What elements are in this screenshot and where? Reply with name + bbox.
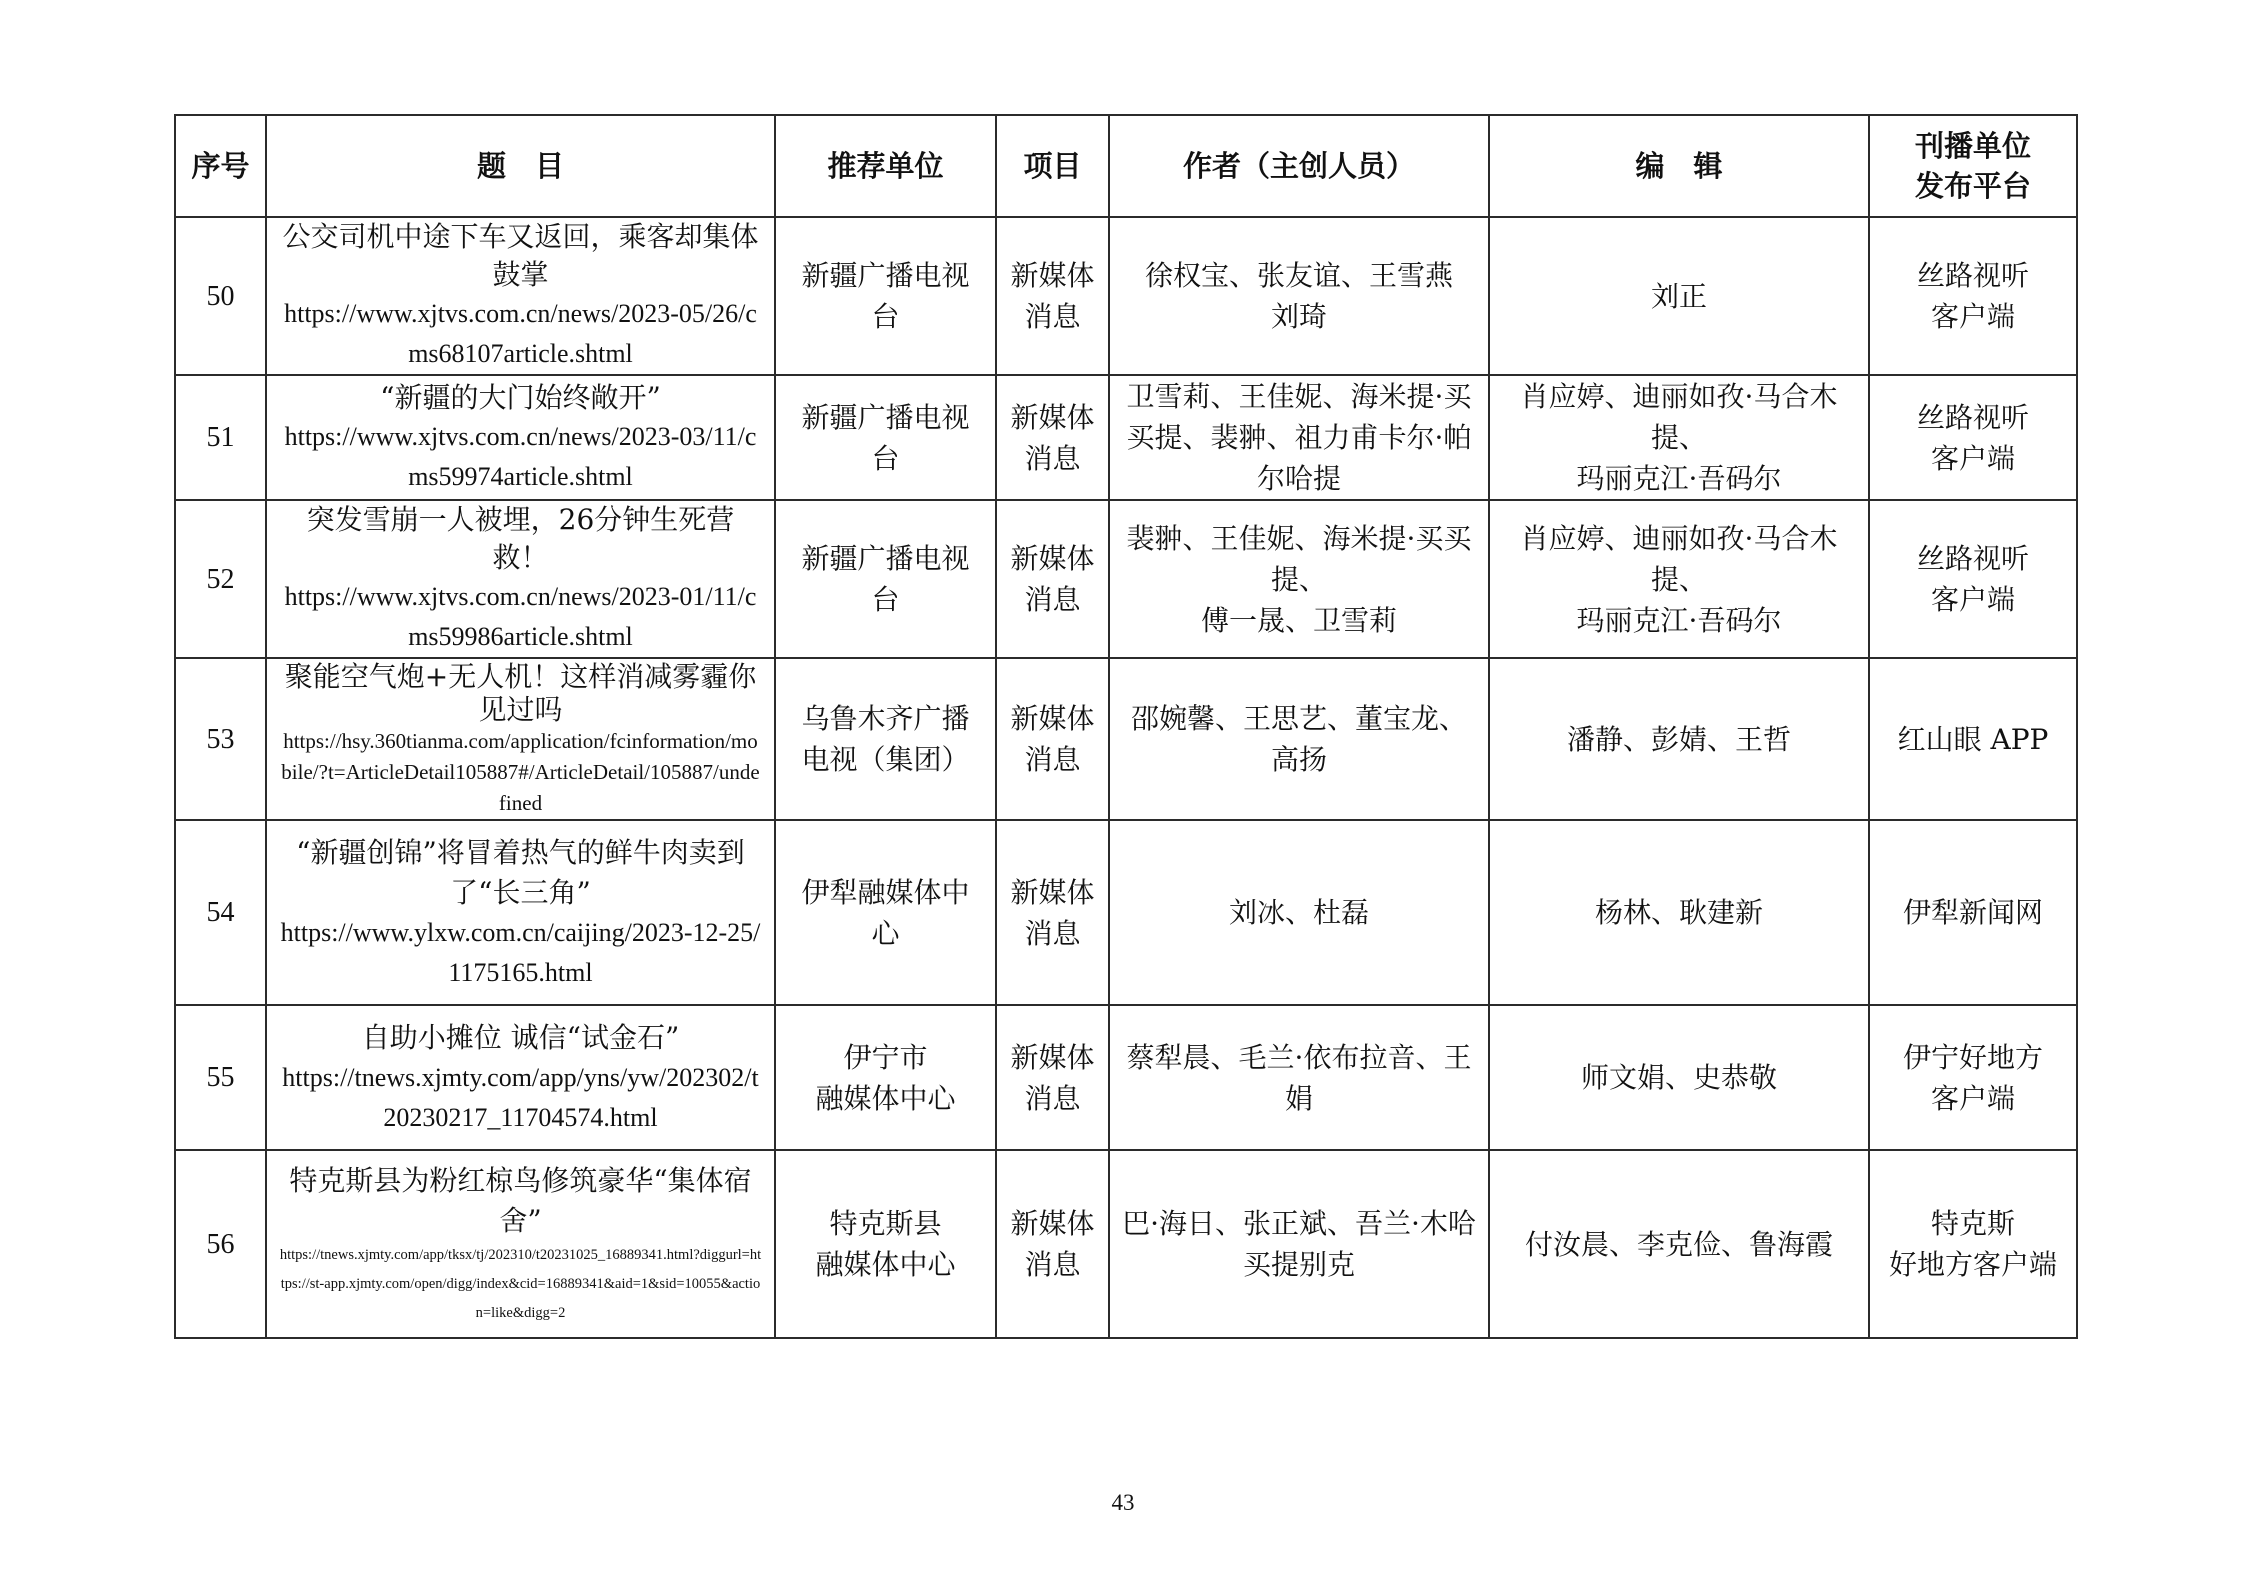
row-unit-line: 新疆广播电视台 bbox=[801, 259, 970, 333]
row-title-cell bbox=[266, 1005, 775, 1150]
table-row bbox=[175, 217, 2077, 375]
award-table bbox=[174, 114, 2078, 1339]
row-project-line: 消息 bbox=[1024, 583, 1081, 616]
header-platform bbox=[1869, 115, 2077, 217]
header-unit: 推荐单位 bbox=[775, 115, 996, 217]
row-project-line: 消息 bbox=[1024, 300, 1081, 333]
row-author-line: 裴翀、王佳妮、海米提·买买提、 bbox=[1126, 521, 1472, 596]
row-number: 54 bbox=[175, 820, 266, 1005]
row-platform-line: 客户端 bbox=[1930, 583, 2015, 616]
row-editor bbox=[1489, 1005, 1869, 1150]
row-author bbox=[1109, 658, 1489, 820]
row-platform bbox=[1869, 375, 2077, 500]
row-unit-line: 新疆广播电视台 bbox=[801, 542, 970, 616]
row-editor bbox=[1489, 500, 1869, 658]
row-number: 55 bbox=[175, 1005, 266, 1150]
row-platform-line: 丝路视听 bbox=[1916, 542, 2029, 575]
row-title: 突发雪崩一人被埋，26分钟生死营救！ bbox=[306, 503, 735, 574]
row-unit bbox=[775, 375, 996, 500]
row-unit bbox=[775, 820, 996, 1005]
header-editor: 编 辑 bbox=[1489, 115, 1869, 217]
header-row bbox=[175, 115, 2077, 217]
row-unit bbox=[775, 217, 996, 375]
row-title: 特克斯县为粉红椋鸟修筑豪华“集体宿舍” bbox=[289, 1163, 752, 1237]
row-platform-line: 客户端 bbox=[1930, 1081, 2015, 1115]
row-project bbox=[996, 500, 1109, 658]
row-project-line: 消息 bbox=[1024, 743, 1081, 776]
row-number: 53 bbox=[175, 658, 266, 820]
row-author-line: 刘冰、杜磊 bbox=[1228, 896, 1369, 929]
row-unit-line: 特克斯县 bbox=[829, 1207, 942, 1240]
row-title: “新疆的大门始终敞开” bbox=[380, 380, 661, 414]
row-project bbox=[996, 1005, 1109, 1150]
row-unit-line: 融媒体中心 bbox=[815, 1081, 956, 1115]
row-editor-line: 肖应婷、迪丽如孜·马合木提、 bbox=[1520, 380, 1838, 454]
header-platform-line-2: 发布平台 bbox=[1914, 169, 2031, 203]
row-project-line: 新媒体 bbox=[1010, 702, 1095, 735]
row-unit bbox=[775, 658, 996, 820]
row-platform-line: 好地方客户端 bbox=[1888, 1248, 2057, 1281]
row-project-line: 消息 bbox=[1024, 1081, 1081, 1115]
row-title-cell bbox=[266, 820, 775, 1005]
row-editor bbox=[1489, 1150, 1869, 1338]
row-unit bbox=[775, 1005, 996, 1150]
row-number: 56 bbox=[175, 1150, 266, 1338]
row-editor-line: 刘正 bbox=[1650, 279, 1707, 313]
row-number: 52 bbox=[175, 500, 266, 658]
row-number: 51 bbox=[175, 375, 266, 500]
header-author: 作者（主创人员） bbox=[1109, 115, 1489, 217]
row-platform bbox=[1869, 1005, 2077, 1150]
row-number: 50 bbox=[175, 217, 266, 375]
row-unit bbox=[775, 1150, 996, 1338]
row-platform bbox=[1869, 820, 2077, 1005]
page-number: 43 bbox=[1111, 1490, 1135, 1515]
row-editor-line: 潘静、彭婧、王哲 bbox=[1566, 722, 1791, 756]
header-title: 题 目 bbox=[266, 115, 775, 217]
row-title-cell bbox=[266, 217, 775, 375]
row-platform-line: 伊犁新闻网 bbox=[1902, 896, 2043, 929]
row-project bbox=[996, 1150, 1109, 1338]
header-no: 序号 bbox=[175, 115, 266, 217]
row-editor bbox=[1489, 820, 1869, 1005]
row-url: https://tnews.xjmty.com/app/yns/yw/202302/t20230217_11704574.html bbox=[282, 1062, 759, 1132]
row-title-cell bbox=[266, 1150, 775, 1338]
row-author-line: 邵婉馨、王思艺、董宝龙、高扬 bbox=[1130, 702, 1467, 776]
row-author bbox=[1109, 1005, 1489, 1150]
row-platform-line: 伊宁好地方 bbox=[1902, 1040, 2043, 1074]
row-unit-line: 乌鲁木齐广播电视（集团） bbox=[801, 702, 970, 776]
row-author bbox=[1109, 217, 1489, 375]
row-unit-line: 新疆广播电视台 bbox=[801, 400, 970, 475]
row-platform-line: 丝路视听 bbox=[1916, 400, 2029, 434]
row-editor-line: 玛丽克江·吾码尔 bbox=[1576, 462, 1782, 495]
row-title: 自助小摊位 诚信“试金石” bbox=[361, 1020, 680, 1054]
row-url: https://tnews.xjmty.com/app/tksx/tj/202310/t20231025_16889341.html?diggurl=https://st-app.xjmty.com/open/digg/index&cid=16889341&aid=1&sid=10055&action=like&digg=2 bbox=[279, 1246, 762, 1321]
row-platform-line: 客户端 bbox=[1930, 300, 2015, 333]
row-unit-line: 伊犁融媒体中心 bbox=[801, 875, 970, 950]
row-editor bbox=[1489, 658, 1869, 820]
row-author-line: 刘琦 bbox=[1270, 300, 1327, 333]
row-url: https://www.xjtvs.com.cn/news/2023-01/11/cms59986article.shtml bbox=[284, 582, 757, 651]
row-editor bbox=[1489, 217, 1869, 375]
row-project bbox=[996, 375, 1109, 500]
row-project bbox=[996, 820, 1109, 1005]
row-platform-line: 丝路视听 bbox=[1916, 259, 2029, 292]
row-project bbox=[996, 658, 1109, 820]
row-author bbox=[1109, 375, 1489, 500]
row-project-line: 新媒体 bbox=[1010, 259, 1095, 292]
row-platform bbox=[1869, 500, 2077, 658]
table-row bbox=[175, 1005, 2077, 1150]
row-author-line: 巴·海日、张正斌、吾兰·木哈买提别克 bbox=[1122, 1207, 1476, 1281]
row-project-line: 新媒体 bbox=[1010, 400, 1095, 434]
table-row bbox=[175, 658, 2077, 820]
row-author-line: 徐权宝、张友谊、王雪燕 bbox=[1144, 259, 1453, 292]
row-url: https://www.ylxw.com.cn/caijing/2023-12-25/1175165.html bbox=[280, 917, 761, 987]
row-title-cell bbox=[266, 500, 775, 658]
row-author bbox=[1109, 1150, 1489, 1338]
table-row bbox=[175, 820, 2077, 1005]
row-project-line: 新媒体 bbox=[1010, 542, 1095, 575]
row-editor-line: 肖应婷、迪丽如孜·马合木提、 bbox=[1520, 521, 1838, 596]
header-project: 项目 bbox=[996, 115, 1109, 217]
row-editor-line: 玛丽克江·吾码尔 bbox=[1576, 603, 1782, 637]
table-row bbox=[175, 1150, 2077, 1338]
row-project bbox=[996, 217, 1109, 375]
row-title: 聚能空气炮+无人机！这样消减雾霾你见过吗 bbox=[284, 659, 757, 726]
row-author-line: 卫雪莉、王佳妮、海米提·买买提、裴翀、祖力甫卡尔·帕尔哈提 bbox=[1126, 380, 1472, 495]
table-row bbox=[175, 500, 2077, 658]
row-project-line: 消息 bbox=[1024, 916, 1081, 950]
row-unit bbox=[775, 500, 996, 658]
row-platform bbox=[1869, 217, 2077, 375]
row-title-cell bbox=[266, 658, 775, 820]
row-platform-line: 红山眼 APP bbox=[1897, 722, 2049, 756]
row-project-line: 新媒体 bbox=[1010, 1040, 1095, 1074]
row-project-line: 新媒体 bbox=[1010, 875, 1095, 909]
row-author-line: 蔡犁晨、毛兰·依布拉音、王娟 bbox=[1126, 1040, 1472, 1115]
row-unit-line: 伊宁市 bbox=[843, 1040, 928, 1074]
row-project-line: 新媒体 bbox=[1010, 1207, 1095, 1240]
row-project-line: 消息 bbox=[1024, 441, 1081, 475]
row-author bbox=[1109, 500, 1489, 658]
row-platform-line: 客户端 bbox=[1930, 441, 2015, 475]
table-row bbox=[175, 375, 2077, 500]
row-editor-line: 杨林、耿建新 bbox=[1594, 896, 1763, 929]
row-editor bbox=[1489, 375, 1869, 500]
row-author bbox=[1109, 820, 1489, 1005]
row-url: https://www.xjtvs.com.cn/news/2023-05/26/cms68107article.shtml bbox=[284, 299, 757, 368]
row-title-cell bbox=[266, 375, 775, 500]
row-project-line: 消息 bbox=[1024, 1248, 1081, 1281]
row-editor-line: 付汝晨、李克俭、鲁海霞 bbox=[1524, 1227, 1833, 1261]
row-platform-line: 特克斯 bbox=[1930, 1207, 2015, 1240]
row-platform bbox=[1869, 1150, 2077, 1338]
row-platform bbox=[1869, 658, 2077, 820]
row-title: “新疆创锦”将冒着热气的鲜牛肉卖到了“长三角” bbox=[296, 835, 745, 909]
row-author-line: 傅一晟、卫雪莉 bbox=[1200, 603, 1397, 637]
row-editor-line: 师文娟、史恭敬 bbox=[1580, 1061, 1777, 1094]
row-url: https://www.xjtvs.com.cn/news/2023-03/11/cms59974article.shtml bbox=[284, 421, 757, 491]
row-title: 公交司机中途下车又返回，乘客却集体鼓掌 bbox=[282, 220, 759, 291]
header-platform-line-1: 刊播单位 bbox=[1914, 129, 2031, 163]
row-unit-line: 融媒体中心 bbox=[815, 1248, 956, 1281]
row-url: https://hsy.360tianma.com/application/fcinformation/mobile/?t=ArticleDetail105887#/ArticleDetail/105887/undefined bbox=[281, 728, 760, 815]
